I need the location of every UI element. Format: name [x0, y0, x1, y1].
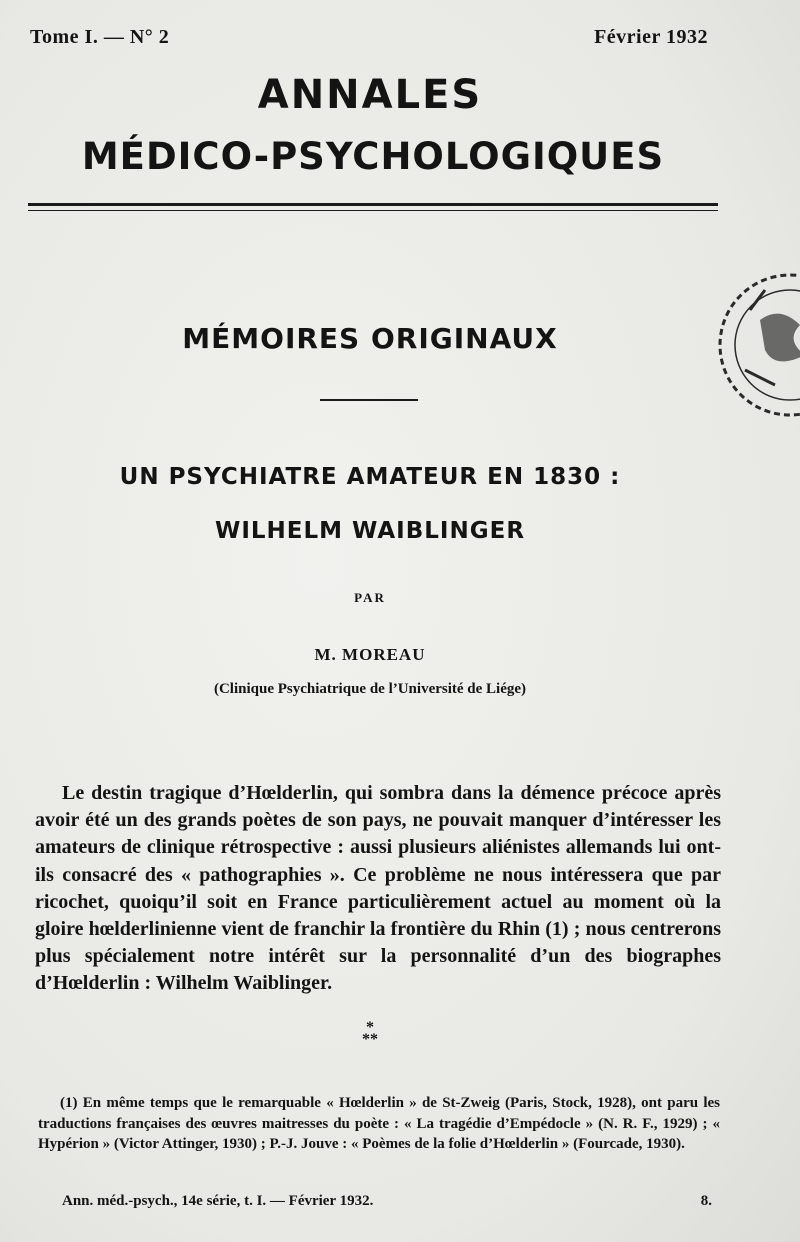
asterism-top: *: [366, 1019, 374, 1036]
author-name: M. MOREAU: [314, 645, 426, 664]
article-body-paragraph: Le destin tragique d’Hœlderlin, qui sombra dans la démence précoce après avoir été un des grands poètes de son pays, ne pouvait manquer d’intéresser les amateurs de clinique rétrospective : aussi plusieurs aliénistes allemands lui ont-ils consacré des « pathographies ». Ce problème ne nous intéressera que par ricochet, quoiqu’il soit en France particulièrement actuel au moment où la gloire hœlderlinienne vient de franchir la frontière du Rhin (1) ; nous centrerons plus spécialement notre intérêt sur la personnalité d’un des biographes d’Hœlderlin : Wilhelm Waiblinger.: [35, 782, 721, 995]
footnote: (1) En même temps que le remarquable « Hœlderlin » de St-Zweig (Paris, Stock, 1928), ont paru les traductions françaises des œuvres maitresses du poète : « La tragédie d’Empédocle » (N. R. F., 1929) ; « Hypérion » (Victor Attinger, 1930) ; P.-J. Jouve : « Poèmes de la folie d’Hœlderlin » (Fourcade, 1930).: [38, 1095, 720, 1152]
journal-title-line2: MÉDICO-PSYCHOLOGIQUES: [81, 135, 665, 178]
section-title: MÉMOIRES ORIGINAUX: [182, 322, 558, 355]
page-footer: [62, 1193, 712, 1210]
journal-title-line1: ANNALES: [257, 72, 483, 118]
issue-date: Février 1932: [594, 26, 708, 48]
title-rule-thick: [28, 203, 718, 206]
footer-citation: Ann. méd.-psych., 14e série, t. I. — Février 1932.: [62, 1193, 374, 1209]
article-title-line1: UN PSYCHIATRE AMATEUR EN 1830 :: [119, 464, 621, 490]
running-header: [30, 26, 708, 49]
title-rule-thin: [28, 210, 718, 211]
article-title-line2: WILHELM WAIBLINGER: [214, 518, 526, 544]
section-divider: [320, 399, 418, 401]
volume-number: Tome I. — N° 2: [30, 26, 170, 48]
page-number: 8.: [700, 1193, 712, 1209]
library-stamp-icon: [705, 250, 800, 440]
asterism-divider: [0, 1019, 740, 1048]
author-affiliation: (Clinique Psychiatrique de l’Université de Liége): [213, 681, 527, 697]
byline-par: PAR: [354, 590, 386, 605]
asterism-bottom: **: [362, 1031, 378, 1048]
